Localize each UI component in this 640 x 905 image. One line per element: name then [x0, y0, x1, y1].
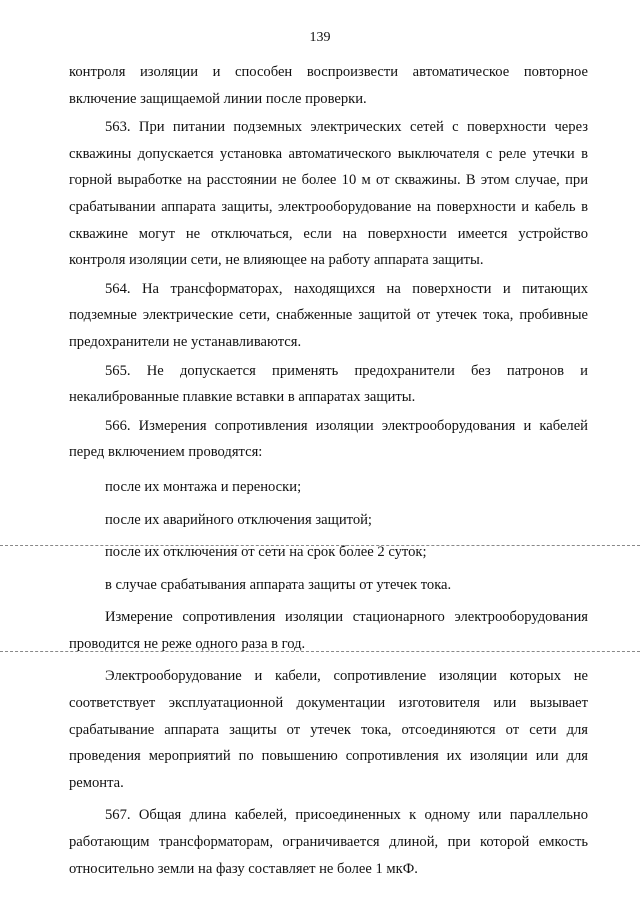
paragraph-564: 564. На трансформаторах, находящихся на поверхности и питающих подземные электрические сети, снабженные защитой от утечек тока, пробивные предохранители не устанавливаются. — [69, 280, 588, 350]
paragraph-567: 567. Общая длина кабелей, присоединенных к одному или параллельно работающим трансформаторам, ограничивается длиной, при которой емкость относительно земли на фазу составляет не более 1 мкФ. — [69, 807, 588, 877]
list-item: после их отключения от сети на срок более 2 суток; — [105, 544, 427, 561]
paragraph-measurement: Измерение сопротивления изоляции стационарного электрооборудования проводится не реже одного раза в год. — [69, 609, 588, 652]
list-item: после их монтажа и переноски; — [105, 478, 302, 495]
document-body — [69, 59, 588, 882]
paragraph-566: 566. Измерения сопротивления изоляции электрооборудования и кабелей перед включением проводятся: — [69, 417, 588, 461]
page-number: 139 — [309, 30, 331, 45]
paragraph-565: 565. Не допускается применять предохранители без патронов и некалиброванные плавкие вставки в аппаратах защиты. — [69, 362, 588, 406]
list-item: после их аварийного отключения защитой; — [105, 511, 372, 528]
paragraph-equipment: Электрооборудование и кабели, сопротивление изоляции которых не соответствует эксплуатационной документации изготовителя или вызывает срабатывание аппарата защиты от утечек тока, отсоединяются от сети для проведения мероприятий по повышению сопротивления их изоляции или для ремонта. — [69, 668, 588, 791]
list-item: в случае срабатывания аппарата защиты от утечек тока. — [105, 576, 452, 593]
paragraph-continuation: контроля изоляции и способен воспроизвести автоматическое повторное включение защищаемой линии после проверки. — [69, 64, 588, 107]
paragraph-563: 563. При питании подземных электрических сетей с поверхности через скважины допускается установка автоматического выключателя с реле утечки в горной выработке на расстоянии не более 10 м от скважины. В этом случае, при срабатывании аппарата защиты, электрооборудование на поверхности и кабель в скважине могут не отключаться, если на поверхности имеется устройство контроля изоляции сети, не влияющее на работу аппарата защиты. — [69, 119, 588, 269]
